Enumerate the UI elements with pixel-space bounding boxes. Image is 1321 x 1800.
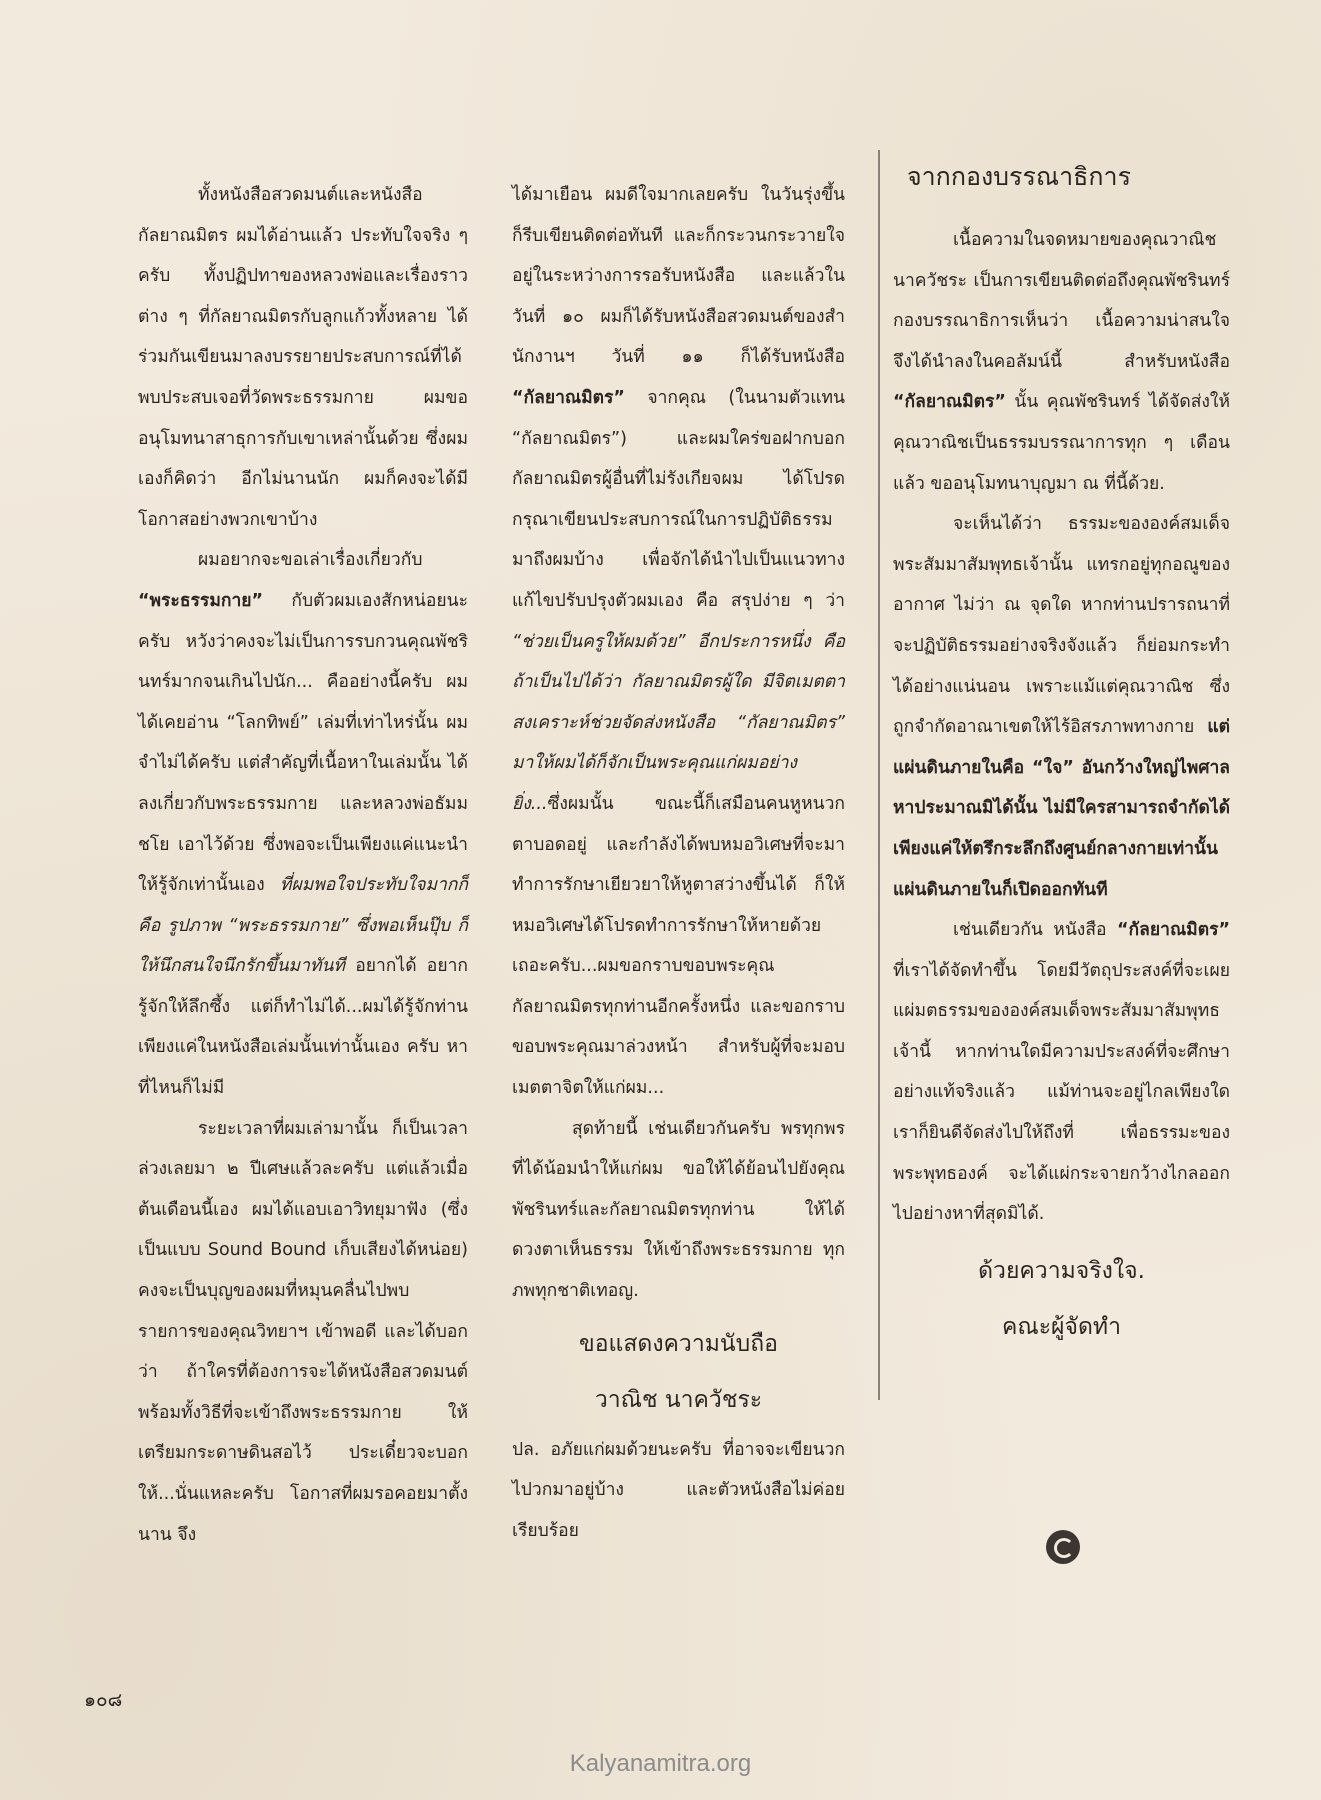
paragraph: ระยะเวลาที่ผมเล่ามานั้น ก็เป็นเวลาล่วงเลยมา ๒ ปีเศษแล้วละครับ แต่แล้วเมื่อต้นเดือนนี้เอง ผมได้แอบเอาวิทยุมาฟัง (ซึ่งเป็นแบบ Sound Bound เก็บเสียงได้หน่อย) คงจะเป็นบุญของผมที่หมุนคลื่นไปพบรายการของคุณวิทยาฯ เข้าพอดี และได้บอกว่า ถ้าใครที่ต้องการจะได้หนังสือสวดมนต์ พร้อมทั้งวิธีที่จะเข้าถึงพระธรรมกาย ให้เตรียมกระดาษดินสอไว้ ประเดี๋ยวจะบอกให้...นั่นแหละครับ โอกาสที่ผมรอคอยมาตั้งนาน จึง bbox=[138, 1118, 468, 1545]
paragraph: ทั้งหนังสือสวดมนต์และหนังสือกัลยาณมิตร ผมได้อ่านแล้ว ประทับใจจริง ๆ ครับ ทั้งปฏิปทาของหลวงพ่อและเรื่องราวต่าง ๆ ที่กัลยาณมิตรกับลูกแก้วทั้งหลาย ได้ร่วมกันเขียนมาลงบรรยายประสบการณ์ที่ได้พบประสบเจอที่วัดพระธรรมกาย ผมขออนุโมทนาสาธุการกับเขาเหล่านั้นด้วย ซึ่งผมเองก็คิดว่า อีกไม่นานนัก ผมก็คงจะได้มีโอกาสอย่างพวกเขาบ้าง bbox=[138, 185, 468, 530]
page-number: ๑๐๘ bbox=[84, 1689, 123, 1711]
paragraph bbox=[512, 175, 845, 1109]
text: กับตัวผมเองสักหน่อยนะครับ หวังว่าคงจะไม่เป็นการรบกวนคุณพัชรินทร์มากจนเกินไปนัก... คืออย่างนี้ครับ ผมได้เคยอ่าน “โลกทิพย์” เล่มที่เท่าไหร่นั้น ผมจำไม่ได้ครับ แต่สำคัญที่เนื้อหาในเล่มนั้น ได้ลงเกี่ยวกับพระธรรมกาย และหลวงพ่อธัมมชโย เอาไว้ด้วย ซึ่งพอจะเป็นเพียงแค่แนะนำให้รู้จักเท่านั้นเอง bbox=[138, 590, 468, 896]
signer-name: วาณิช นาควัชระ bbox=[594, 1386, 763, 1413]
paragraph bbox=[138, 540, 468, 1108]
italic-text: ที่ผมพอใจประทับใจมากก็คือ รูปภาพ “พระธรรมกาย” ซึ่งพอเห็นปุ๊บ ก็ให้นึกสนใจนึกรักขึ้นมาทันที bbox=[138, 875, 468, 977]
letter-column-1 bbox=[138, 175, 468, 1555]
emphasis-title: “กัลยาณมิตร” bbox=[893, 392, 1006, 413]
watermark: Kalyanamitra.org bbox=[569, 1750, 752, 1777]
column-divider bbox=[878, 150, 880, 1400]
sign-off: ด้วยความจริงใจ. bbox=[978, 1257, 1145, 1284]
text: เนื้อความในจดหมายของคุณวาณิช นาควัชระ เป็นการเขียนติดต่อถึงคุณพัชรินทร์ กองบรรณาธิการเห็นว่า เนื้อความน่าสนใจ จึงได้นำลงในคอลัมน์นี้ สำหรับหนังสือ bbox=[893, 230, 1230, 372]
dharma-wheel-icon bbox=[1046, 1530, 1080, 1564]
paragraph bbox=[893, 504, 1230, 910]
paragraph bbox=[893, 220, 1230, 504]
closing-salutation: ขอแสดงความนับถือ bbox=[578, 1330, 778, 1357]
text: ผมอยากจะขอเล่าเรื่องเกี่ยวกับ bbox=[198, 550, 423, 571]
letter-column-2 bbox=[512, 175, 845, 1551]
text: จะเห็นได้ว่า ธรรมะขององค์สมเด็จพระสัมมาสัมพุทธเจ้านั้น แทรกอยู่ทุกอณูของอากาศ ไม่ว่า ณ จุดใด หากท่านปรารถนาที่จะปฏิบัติธรรมอย่างจริงจังแล้ว ก็ย่อมกระทำได้อย่างแน่นอน เพราะแม้แต่คุณวาณิช ซึ่งถูกจำกัดอาณาเขตให้ไร้อิสรภาพทางกาย bbox=[893, 514, 1230, 738]
text: ที่เราได้จัดทำขึ้น โดยมีวัตถุประสงค์ที่จะเผยแผ่มตธรรมขององค์สมเด็จพระสัมมาสัมพุทธเจ้านี้ หากท่านใดมีความประสงค์ที่จะศึกษาอย่างแท้จริงแล้ว แม้ท่านจะอยู่ไกลเพียงใด เราก็ยินดีจัดส่งไปให้ถึงที่ เพื่อธรรมะของพระพุทธองค์ จะได้แผ่กระจายกว้างไกลออกไปอย่างหาที่สุดมิได้. bbox=[893, 960, 1230, 1225]
editorial-column bbox=[893, 160, 1230, 1351]
emphasis-title: “พระธรรมกาย” bbox=[138, 590, 264, 611]
paragraph: สุดท้ายนี้ เช่นเดียวกันครับ พรทุกพรที่ได้น้อมนำให้แก่ผม ขอให้ได้ย้อนไปยังคุณพัชรินทร์และกัลยาณมิตรทุกท่าน ให้ได้ดวงตาเห็นธรรม ให้เข้าถึงพระธรรมกาย ทุกภพทุกชาติเทอญ. bbox=[512, 1118, 845, 1302]
text: นั้น คุณพัชรินทร์ ได้จัดส่งให้คุณวาณิชเป็นธรรมบรรณาการทุก ๆ เดือนแล้ว ขออนุโมทนาบุญมา ณ ที่นี้ด้วย. bbox=[893, 392, 1230, 494]
text: เช่นเดียวกัน หนังสือ bbox=[953, 920, 1118, 941]
emphasis-title: “กัลยาณมิตร” bbox=[512, 387, 625, 408]
paragraph bbox=[893, 910, 1230, 1235]
postscript: ปล. อภัยแก่ผมด้วยนะครับ ที่อาจจะเขียนวกไปวกมาอยู่บ้าง และตัวหนังสือไม่ค่อยเรียบร้อย bbox=[512, 1439, 845, 1541]
text: ได้มาเยือน ผมดีใจมากเลยครับ ในวันรุ่งขึ้น ก็รีบเขียนติดต่อทันที และก็กระวนกระวายใจอยู่ในระหว่างการรอรับหนังสือ และแล้วในวันที่ ๑๐ ผมก็ได้รับหนังสือสวดมนต์ของสำนักงานฯ วันที่ ๑๑ ก็ได้รับหนังสือ bbox=[512, 185, 845, 368]
bold-text: แต่แผ่นดินภายในคือ “ใจ” อันกว้างใหญ่ไพศาลหาประมาณมิได้นั้น ไม่มีใครสามารถจำกัดได้ เพียงแค่ให้ตรึกระลึกถึงศูนย์กลางกายเท่านั้น แผ่นดินภายในก็เปิดออกทันที bbox=[893, 717, 1230, 900]
emphasis-title: “กัลยาณมิตร” bbox=[1117, 920, 1230, 941]
italic-text: “ช่วยเป็นครูให้ผมด้วย” อีกประการหนึ่ง คือ ถ้าเป็นไปได้ว่า กัลยาณมิตรผู้ใด มีจิตเมตตาสงเคราะห์ช่วยจัดส่งหนังสือ “กัลยาณมิตร” มาให้ผมได้ก็จักเป็นพระคุณแก่ผมอย่างยิ่ง... bbox=[512, 631, 845, 814]
text: จากคุณ (ในนามตัวแทน “กัลยาณมิตร”) และผมใคร่ขอฝากบอกกัลยาณมิตรผู้อื่นที่ไม่รังเกียจผม ได้โปรดกรุณาเขียนประสบการณ์ในการปฏิบัติธรรมมาถึงผมบ้าง เพื่อจักได้นำไปเป็นแนวทางแก้ไขปรับปรุงตัวผมเอง คือ สรุปง่าย ๆ ว่า bbox=[512, 387, 845, 611]
text: อยากได้ อยากรู้จักให้ลึกซึ้ง แต่ก็ทำไม่ได้...ผมได้รู้จักท่านเพียงแค่ในหนังสือเล่มนั้นเท่านั้นเอง ครับ หาที่ไหนก็ไม่มี bbox=[138, 956, 468, 1099]
section-heading: จากกองบรรณาธิการ bbox=[907, 162, 1131, 191]
text: ซึ่งผมนั้น ขณะนี้ก็เสมือนคนหูหนวกตาบอดอยู่ และกำลังได้พบหมอวิเศษที่จะมาทำการรักษาเยียวยาให้หูตาสว่างขึ้นได้ ก็ให้หมอวิเศษได้โปรดทำการรักษาให้หายด้วยเถอะครับ...ผมขอกราบขอบพระคุณกัลยาณมิตรทุกท่านอีกครั้งหนึ่ง และขอกราบขอบพระคุณมาล่วงหน้า สำหรับผู้ที่จะมอบเมตตาจิตให้แก่ผม... bbox=[512, 793, 845, 1099]
sign-off-team: คณะผู้จัดทำ bbox=[1001, 1313, 1122, 1340]
